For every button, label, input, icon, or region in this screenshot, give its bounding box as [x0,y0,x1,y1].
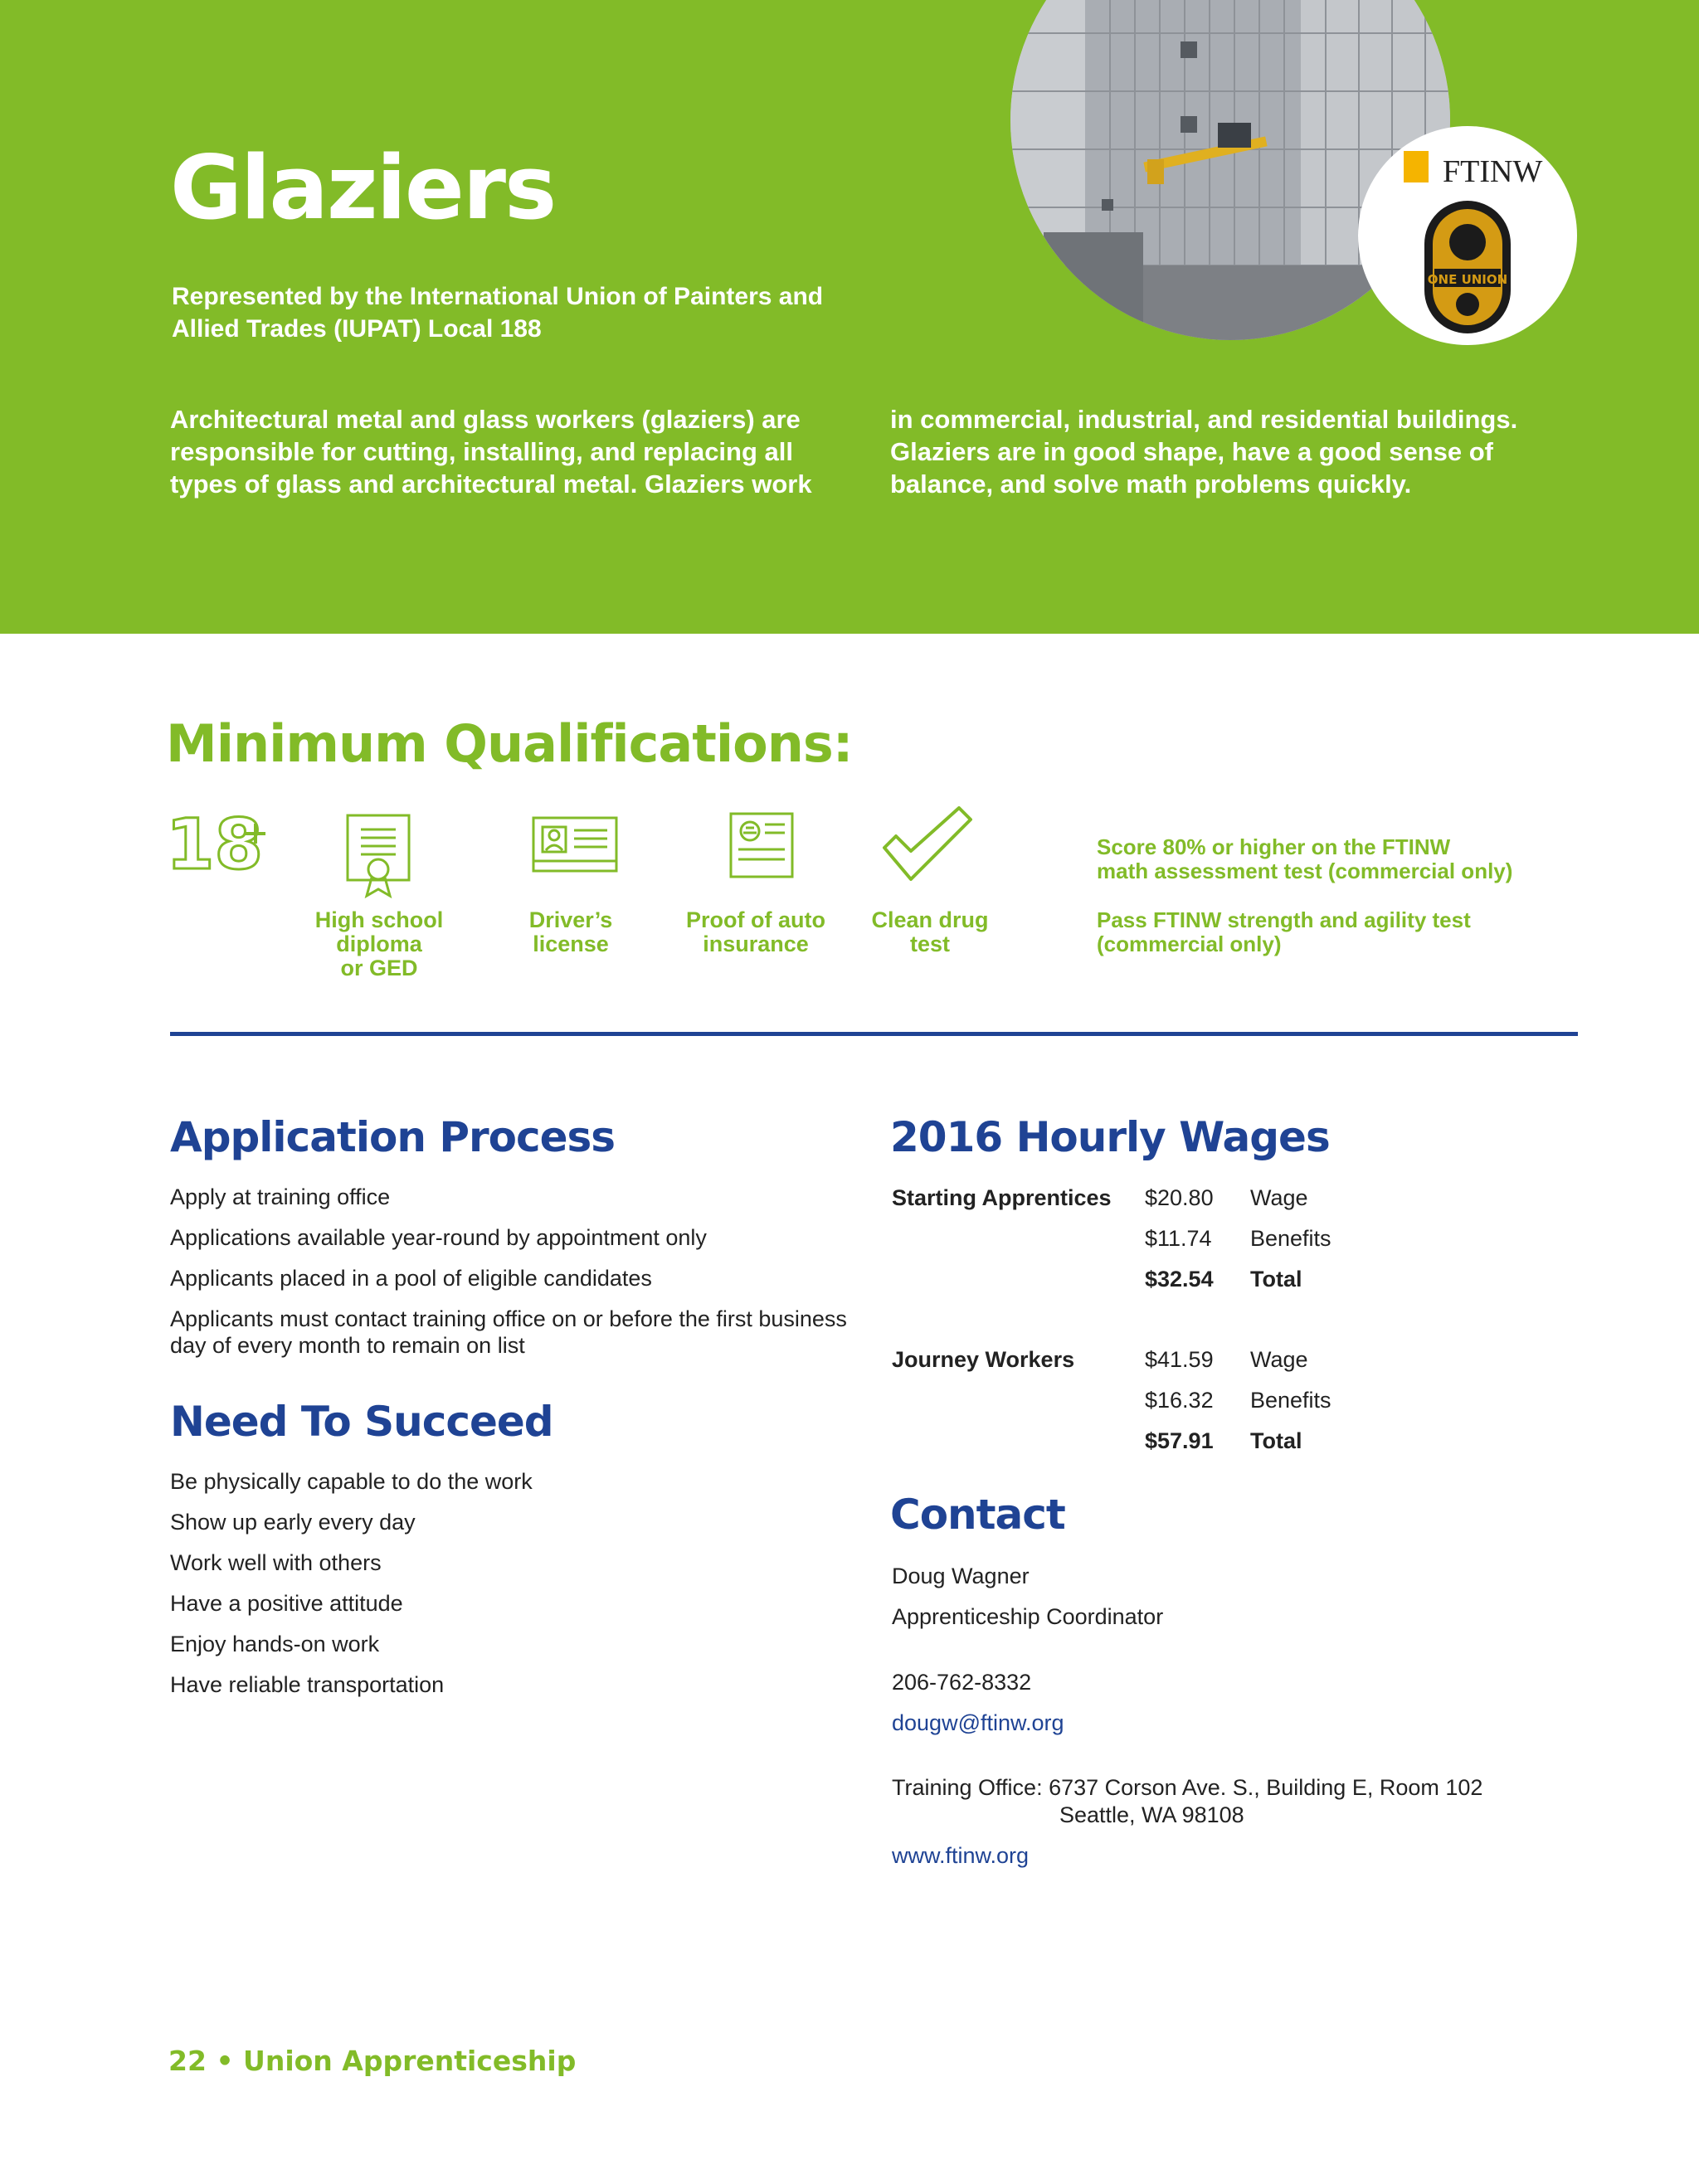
list-item: Applications available year-round by appointment only [170,1225,707,1250]
label-line: insurance [703,931,809,956]
contact-name: Doug Wagner [892,1564,1030,1588]
website-link[interactable]: www.ftinw.org [892,1843,1030,1868]
note-line: (commercial only) [1097,931,1282,956]
total-label: Total [1250,1267,1302,1291]
note-line: Score 80% or higher on the FTINW [1097,834,1451,859]
contact-email-link[interactable]: dougw@ftinw.org [892,1710,1064,1735]
application-process-list [170,1184,850,1373]
footer-label: Union Apprenticeship [243,2045,577,2077]
intro-line: in commercial, industrial, and residential buildings. [890,405,1518,434]
apprentice-benefits-value: $11.74 [1145,1226,1212,1251]
math-assessment-note [1097,835,1561,883]
footer-bullet: • [216,2045,234,2077]
intro-line: responsible for cutting, installing, and replacing all [170,437,793,466]
contact-role: Apprenticeship Coordinator [892,1604,1164,1629]
list-item: Have a positive attitude [170,1591,403,1616]
ftinw-logo-badge [1358,126,1577,345]
label-line: or GED [340,956,418,980]
label-line: test [909,931,950,956]
label-line: High school [314,907,444,932]
note-line: Pass FTINW strength and agility test [1097,907,1471,932]
intro-line: types of glass and architectural metal. Glaziers work [170,469,812,499]
apprentice-wage-value: $20.80 [1145,1185,1214,1210]
starting-apprentices-label: Starting Apprentices [892,1185,1112,1210]
list-item: Show up early every day [170,1510,416,1535]
need-to-succeed-title: Need To Succeed [170,1398,553,1446]
page-footer [168,2045,576,2077]
intro-line: Glaziers are in good shape, have a good sense of [890,437,1493,466]
label-line: Proof of auto [686,907,825,932]
list-item: Applicants placed in a pool of eligible candidates [170,1266,652,1291]
apprentice-total-value: $32.54 [1145,1267,1214,1291]
age-text: 18 [166,809,263,875]
need-to-succeed-list [170,1468,850,1712]
label-line: Driver’s [528,907,613,932]
label-line: diploma [336,931,422,956]
union-representation [172,280,918,345]
benefits-label: Benefits [1250,1388,1331,1413]
insurance-document-icon [728,811,795,883]
total-label: Total [1250,1428,1302,1453]
intro-line: Architectural metal and glass workers (glaziers) are [170,405,801,434]
training-office-city: Seattle, WA 98108 [1059,1802,1244,1827]
wage-label: Wage [1250,1185,1308,1210]
hourly-wages-title: 2016 Hourly Wages [890,1113,1330,1161]
contact-phone: 206-762-8332 [892,1670,1032,1695]
qualifications-title: Minimum Qualifications: [166,713,853,774]
checkmark-icon [881,806,974,887]
note-line: math assessment test (commercial only) [1097,859,1513,883]
age-18-plus-icon [166,809,278,879]
application-process-title: Application Process [170,1113,616,1161]
benefits-label: Benefits [1250,1226,1331,1251]
journey-benefits-value: $16.32 [1145,1388,1214,1413]
contact-title: Contact [890,1491,1065,1539]
drug-test-label [847,908,1013,956]
journey-wage-value: $41.59 [1145,1347,1214,1372]
one-union-seal-text: ONE UNION [1427,272,1508,287]
training-office-address: Training Office: 6737 Corson Ave. S., Building E, Room 102 [892,1775,1483,1800]
strength-test-note [1097,908,1561,956]
hero-banner [0,0,1699,634]
intro-text-right [890,403,1554,500]
subtitle-line: Allied Trades (IUPAT) Local 188 [172,315,542,343]
wage-label: Wage [1250,1347,1308,1372]
subtitle-line: Represented by the International Union of Painters and [172,283,824,310]
list-item: Be physically capable to do the work [170,1469,533,1494]
label-line: license [533,931,609,956]
intro-text-left [170,403,834,500]
drivers-license-label [488,908,654,956]
page-number: 22 [168,2045,207,2077]
section-divider [170,1032,1578,1036]
list-item: Enjoy hands-on work [170,1632,380,1656]
diploma-icon [344,813,412,904]
page-title: Glaziers [170,137,556,239]
intro-line: balance, and solve math problems quickly. [890,469,1412,499]
label-line: Clean drug [871,907,989,932]
list-item: Work well with others [170,1550,382,1575]
journey-total-value: $57.91 [1145,1428,1214,1453]
journey-workers-label: Journey Workers [892,1347,1075,1372]
diploma-label [296,908,462,980]
auto-insurance-label [673,908,839,956]
drivers-license-icon [531,815,619,878]
list-item: Applicants must contact training office on or before the first business day of every month to remain on list [170,1306,847,1358]
list-item: Have reliable transportation [170,1672,445,1697]
list-item: Apply at training office [170,1184,391,1209]
ftinw-logo-text: FTINW [1443,154,1543,189]
